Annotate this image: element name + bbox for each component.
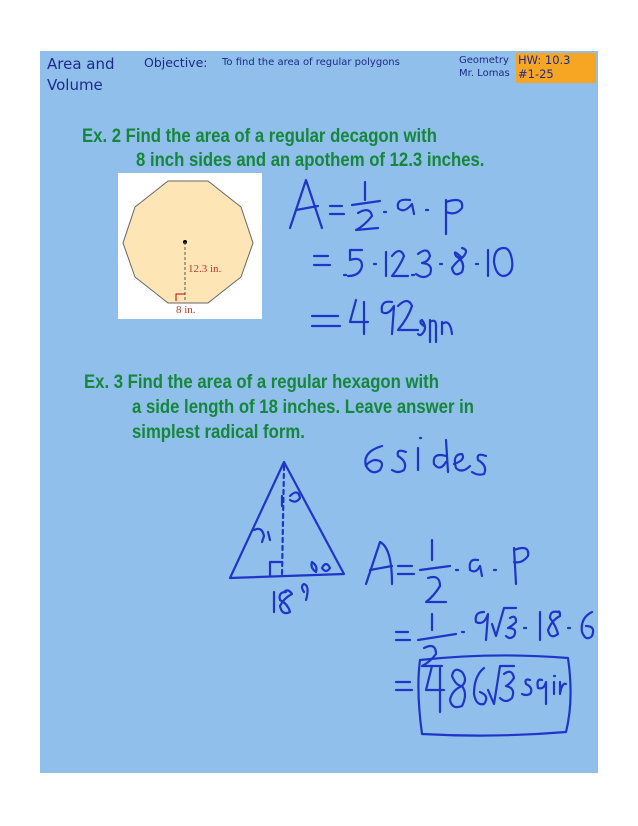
teacher-name: Mr. Lomas	[459, 68, 510, 79]
handwritten-substitution	[314, 248, 512, 277]
objective-text: To find the area of regular polygons	[222, 57, 400, 68]
example-3-line-1: Ex. 3 Find the area of a regular hexagon with	[84, 372, 439, 393]
topic-line-2: Volume	[47, 76, 103, 94]
hand-drawn-triangle	[230, 462, 344, 613]
topic-line-1: Area and	[47, 55, 115, 73]
handwritten-formula-area	[290, 180, 462, 234]
objective-label: Objective:	[144, 55, 208, 70]
example-3-line-3: simplest radical form.	[132, 422, 305, 443]
homework-line-1: HW: 10.3	[518, 53, 571, 67]
apothem-label: 12.3 in.	[188, 263, 222, 275]
handwritten-formula-hexagon	[366, 540, 528, 602]
handwritten-answer-decagon	[312, 300, 452, 342]
example-3-line-2: a side length of 18 inches. Leave answer in	[132, 397, 474, 418]
handwritten-final-answer	[396, 655, 571, 735]
example-2-line-1: Ex. 2 Find the area of a regular decagon with	[82, 126, 437, 147]
example-2-line-2: 8 inch sides and an apothem of 12.3 inches.	[136, 150, 485, 171]
course-name: Geometry	[459, 55, 509, 66]
handwritten-six-sides	[365, 438, 486, 475]
homework-line-2: #1-25	[518, 67, 554, 81]
side-label: 8 in.	[176, 304, 196, 316]
